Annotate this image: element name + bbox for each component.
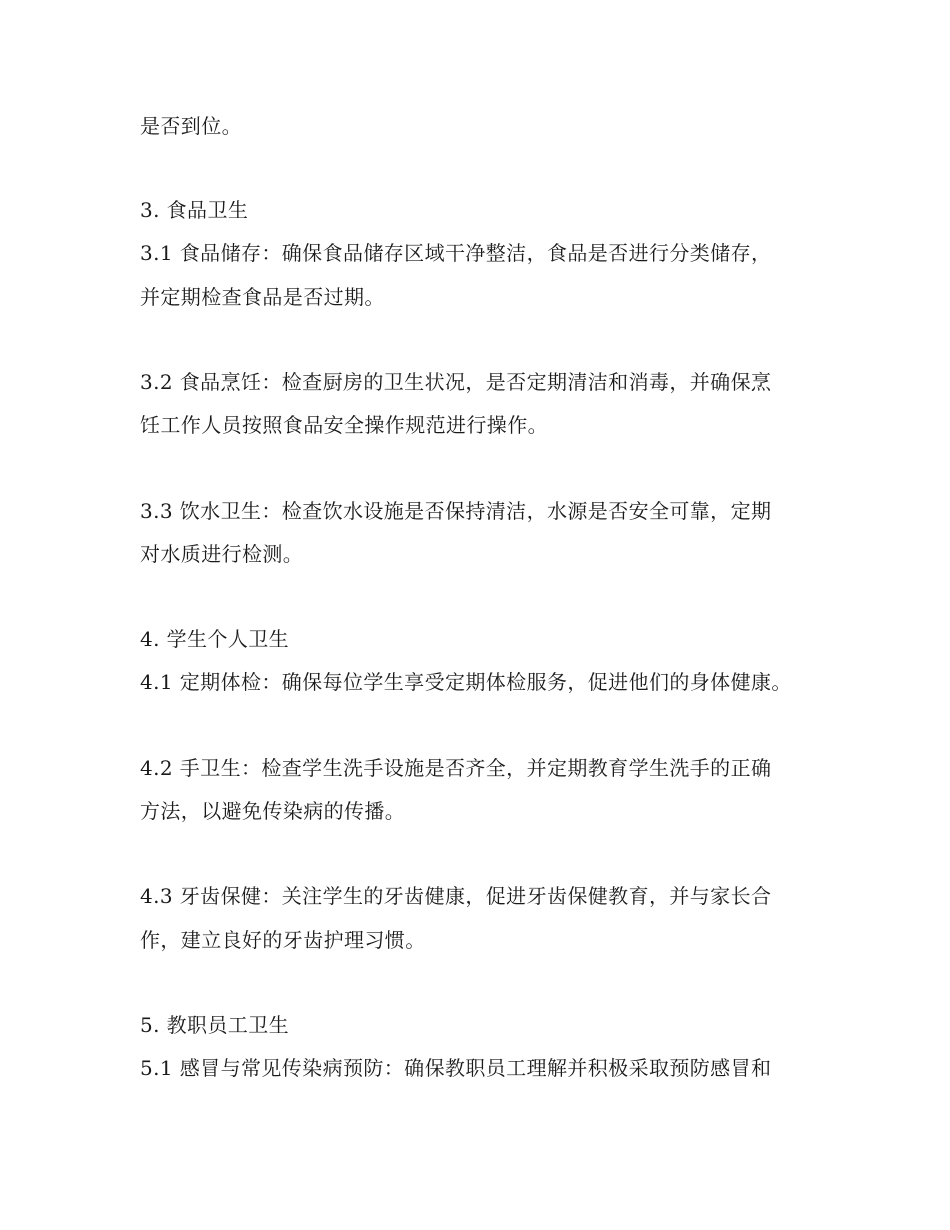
paragraph-line: 4.2 手卫生：检查学生洗手设施是否齐全，并定期教育学生洗手的正确 — [140, 756, 772, 780]
paragraph-line: 3.2 食品烹饪：检查厨房的卫生状况，是否定期清洁和消毒，并确保烹 — [140, 370, 772, 394]
paragraph-line: 3.1 食品储存：确保食品储存区域干净整洁，食品是否进行分类储存， — [140, 241, 772, 265]
paragraph-line: 4.3 牙齿保健：关注学生的牙齿健康，促进牙齿保健教育，并与家长合 — [140, 884, 772, 908]
paragraph-line: 4.1 定期体检：确保每位学生享受定期体检服务，促进他们的身体健康。 — [140, 670, 792, 694]
section-heading: 3. 食品卫生 — [140, 198, 249, 222]
paragraph-line: 饪工作人员按照食品安全操作规范进行操作。 — [140, 413, 548, 437]
paragraph-line: 3.3 饮水卫生：检查饮水设施是否保持清洁，水源是否安全可靠，定期 — [140, 499, 772, 523]
section-heading: 4. 学生个人卫生 — [140, 627, 290, 651]
paragraph-line: 作，建立良好的牙齿护理习惯。 — [140, 928, 426, 952]
paragraph-line: 5.1 感冒与常见传染病预防：确保教职员工理解并积极采取预防感冒和 — [140, 1056, 772, 1080]
section-heading: 5. 教职员工卫生 — [140, 1013, 290, 1037]
paragraph-line: 并定期检查食品是否过期。 — [140, 285, 385, 309]
paragraph-line: 是否到位。 — [140, 114, 242, 138]
paragraph-line: 对水质进行检测。 — [140, 542, 304, 566]
paragraph-line: 方法，以避免传染病的传播。 — [140, 799, 406, 823]
